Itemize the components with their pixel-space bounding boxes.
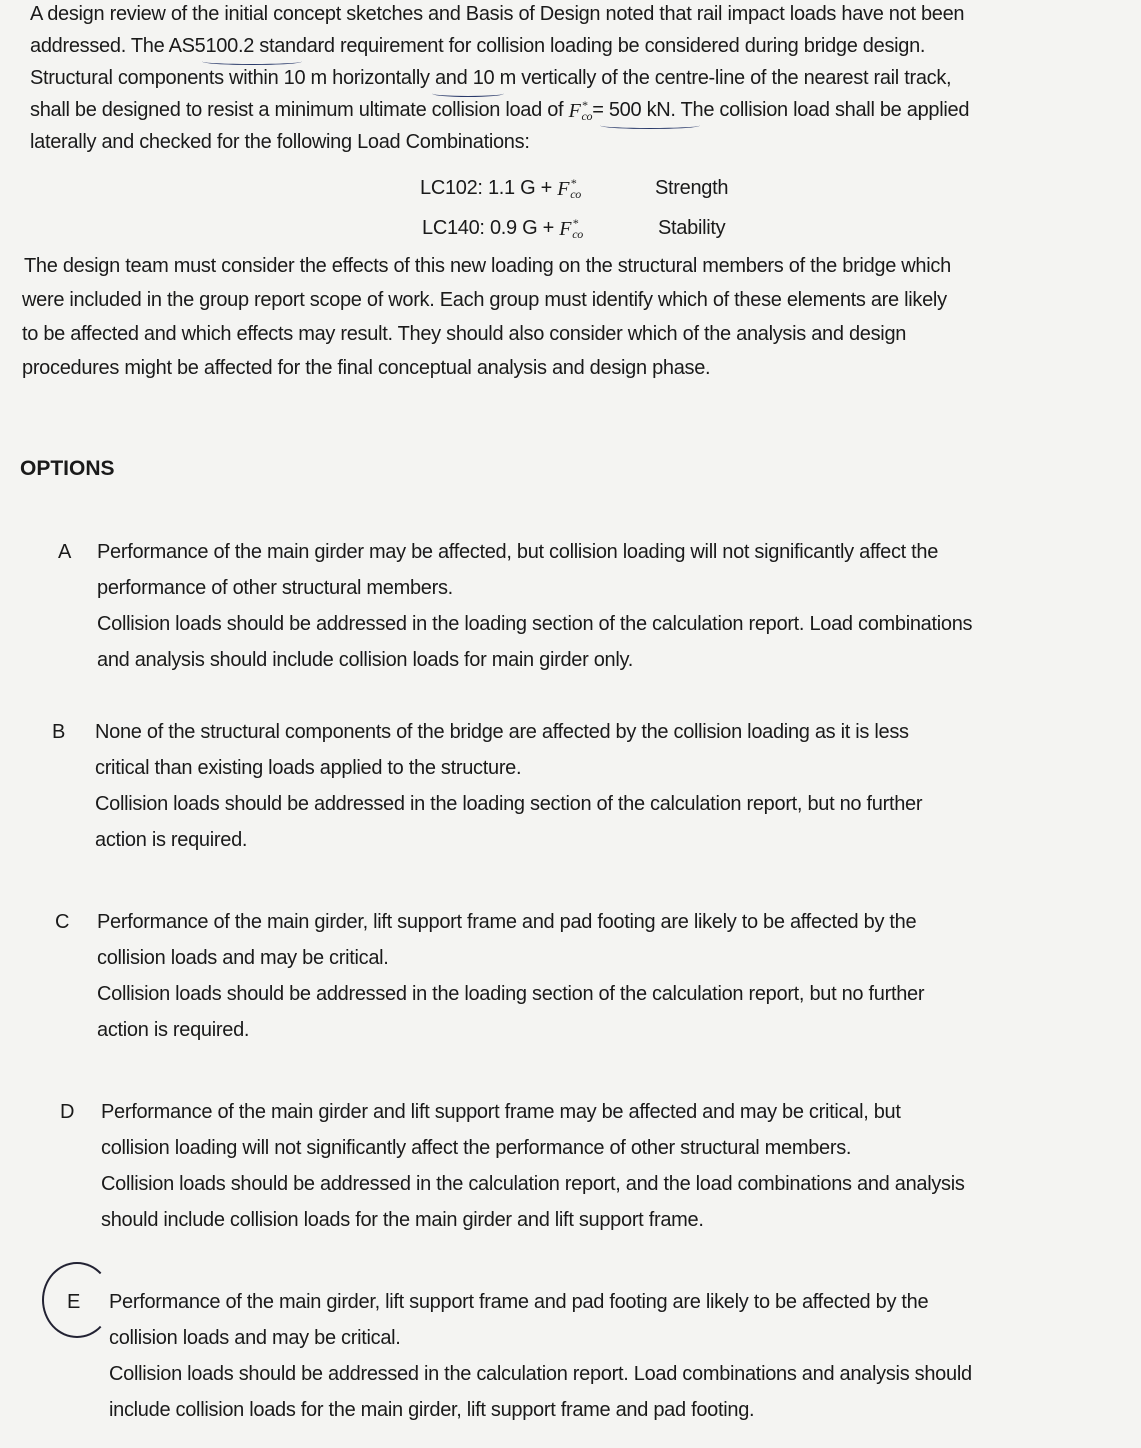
option-text-line: Performance of the main girder, lift support frame and pad footing are likely to be affected by the — [97, 911, 917, 933]
option-letter: B — [52, 721, 66, 743]
option-text-line: None of the structural components of the bridge are affected by the collision loading as it is less — [95, 721, 909, 743]
option-text-line: action is required. — [95, 829, 248, 851]
load-combination-lc140: LC140: 0.9 G + F * co — [422, 215, 583, 241]
handwritten-underline — [432, 90, 504, 97]
option-text-line: Collision loads should be addressed in the loading section of the calculation report. Load combinations — [97, 613, 973, 635]
paragraph-line: procedures might be affected for the final conceptual analysis and design phase. — [22, 357, 711, 379]
option-text-line: collision loads and may be critical. — [109, 1327, 401, 1349]
option-text-line: critical than existing loads applied to the structure. — [95, 757, 522, 779]
intro-line: laterally and checked for the following Load Combinations: — [30, 131, 530, 153]
intro-line: addressed. The AS5100.2 standard requirement for collision loading be considered during bridge design. — [30, 35, 926, 57]
option-text-line: Performance of the main girder, lift support frame and pad footing are likely to be affected by the — [109, 1291, 929, 1313]
intro-line: A design review of the initial concept sketches and Basis of Design noted that rail impact loads have not been — [30, 3, 965, 25]
option-text-line: Performance of the main girder and lift support frame may be affected and may be critical, but — [101, 1101, 901, 1123]
handwritten-underline — [600, 122, 700, 129]
option-letter: C — [55, 911, 70, 933]
option-text-line: Collision loads should be addressed in the calculation report, and the load combinations and analysis — [101, 1173, 965, 1195]
option-text-line: should include collision loads for the main girder and lift support frame. — [101, 1209, 704, 1231]
load-combination-lc102: LC102: 1.1 G + F * co — [420, 175, 581, 201]
option-letter: A — [58, 541, 72, 563]
intro-text: shall be designed to resist a minimum ultimate collision load of — [30, 99, 564, 121]
option-letter: D — [60, 1101, 75, 1123]
options-heading: OPTIONS — [20, 457, 115, 480]
option-text-line: Collision loads should be addressed in the loading section of the calculation report, but no further — [95, 793, 923, 815]
option-letter: E — [67, 1291, 81, 1313]
collision-load-symbol: F * co — [568, 97, 593, 123]
intro-line: Structural components within 10 m horizontally and 10 m vertically of the centre-line of the nearest rail track, — [30, 67, 952, 89]
paragraph-line: The design team must consider the effects of this new loading on the structural members of the bridge which — [24, 255, 951, 277]
option-text-line: performance of other structural members. — [97, 577, 453, 599]
option-text-line: action is required. — [97, 1019, 250, 1041]
option-text-line: include collision loads for the main girder, lift support frame and pad footing. — [109, 1399, 755, 1421]
load-combination-type: Stability — [658, 217, 726, 239]
option-text-line: Performance of the main girder may be affected, but collision loading will not significantly affect the — [97, 541, 939, 563]
option-text-line: Collision loads should be addressed in the calculation report. Load combinations and analysis should — [109, 1363, 972, 1385]
option-text-line: collision loads and may be critical. — [97, 947, 389, 969]
intro-line — [30, 98, 969, 122]
option-text-line: Collision loads should be addressed in the loading section of the calculation report, but no further — [97, 983, 925, 1005]
option-text-line: collision loading will not significantly affect the performance of other structural members. — [101, 1137, 852, 1159]
intro-text: = 500 kN. The collision load shall be applied — [592, 99, 970, 121]
option-text-line: and analysis should include collision loads for main girder only. — [97, 649, 633, 671]
paragraph-line: to be affected and which effects may result. They should also consider which of the analysis and design — [22, 323, 907, 345]
paragraph-line: were included in the group report scope of work. Each group must identify which of these elements are likely — [22, 289, 947, 311]
handwritten-circle-selected-option — [42, 1262, 112, 1338]
load-combination-type: Strength — [655, 177, 729, 199]
handwritten-underline — [202, 58, 302, 65]
